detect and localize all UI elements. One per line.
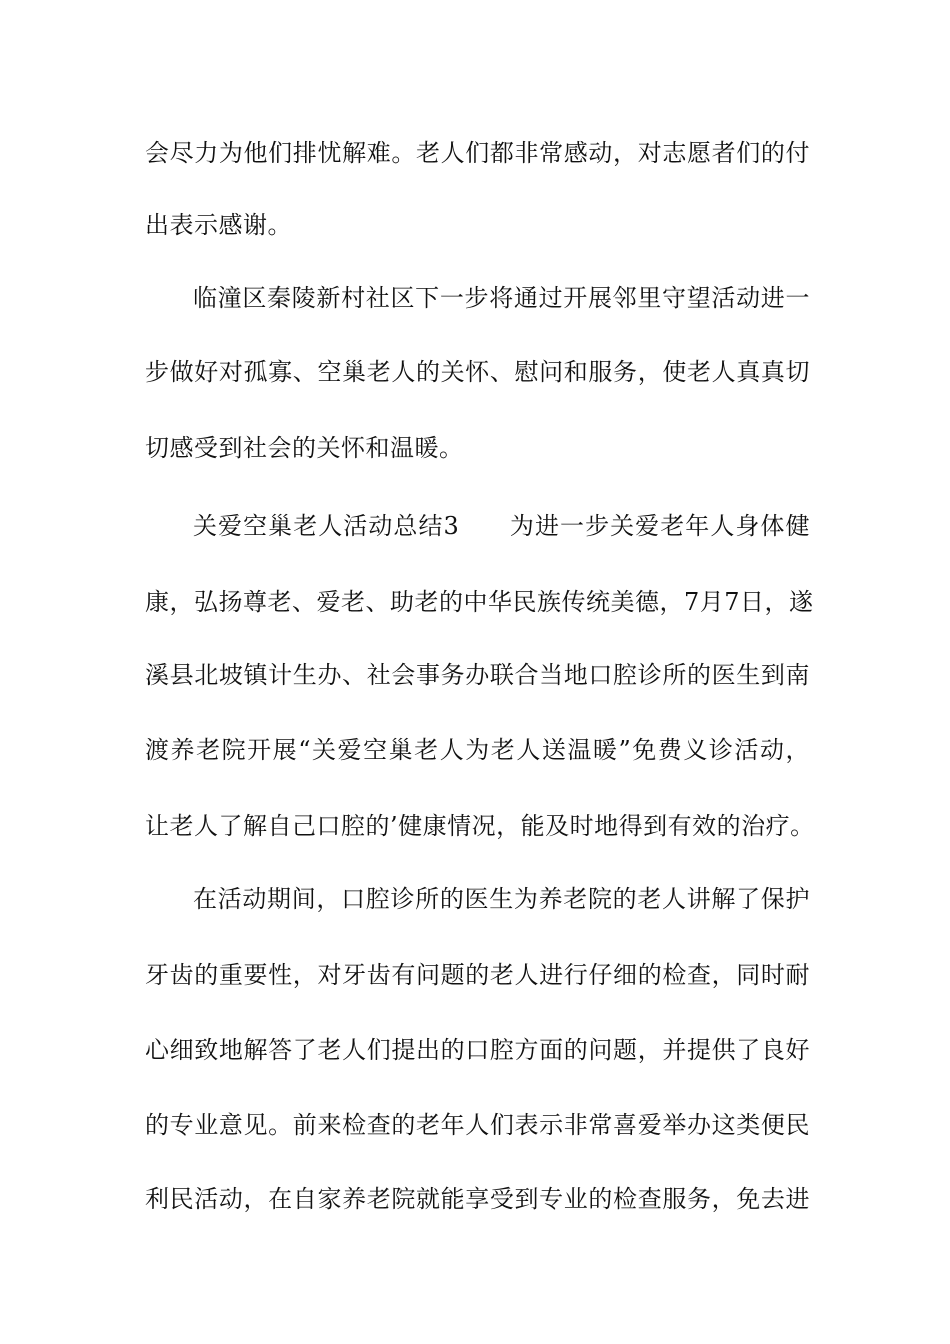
text-line-11: 在活动期间，口腔诊所的医生为养老院的老人讲解了保护 bbox=[193, 885, 810, 913]
text-line-12: 牙齿的重要性，对牙齿有问题的老人进行仔细的检查，同时耐 bbox=[145, 961, 810, 989]
text-line-4: 步做好对孤寡、空巢老人的关怀、慰问和服务，使老人真真切 bbox=[145, 358, 810, 386]
text-line-10: 让老人了解自己口腔的’健康情况，能及时地得到有效的治疗。 bbox=[145, 812, 815, 840]
text-line-7: 康，弘扬尊老、爱老、助老的中华民族传统美德，7月7日，遂 bbox=[145, 588, 814, 616]
text-line-15: 利民活动，在自家养老院就能享受到专业的检查服务，免去进 bbox=[145, 1185, 810, 1213]
text-line-2: 出表示感谢。 bbox=[145, 211, 292, 239]
text-line-8: 溪县北坡镇计生办、社会事务办联合当地口腔诊所的医生到南 bbox=[145, 661, 810, 689]
text-line-1: 会尽力为他们排忧解难。老人们都非常感动，对志愿者们的付 bbox=[145, 139, 810, 167]
text-line-5: 切感受到社会的关怀和温暖。 bbox=[145, 434, 464, 462]
text-line-14: 的专业意见。前来检查的老年人们表示非常喜爱举办这类便民 bbox=[145, 1111, 810, 1139]
text-line-6: 关爱空巢老人活动总结3 为进一步关爱老年人身体健 bbox=[193, 512, 810, 540]
text-line-9: 渡养老院开展“关爱空巢老人为老人送温暖”免费义诊活动， bbox=[145, 736, 810, 764]
text-line-3: 临潼区秦陵新村社区下一步将通过开展邻里守望活动进一 bbox=[193, 284, 810, 312]
text-line-13: 心细致地解答了老人们提出的口腔方面的问题，并提供了良好 bbox=[145, 1036, 810, 1064]
